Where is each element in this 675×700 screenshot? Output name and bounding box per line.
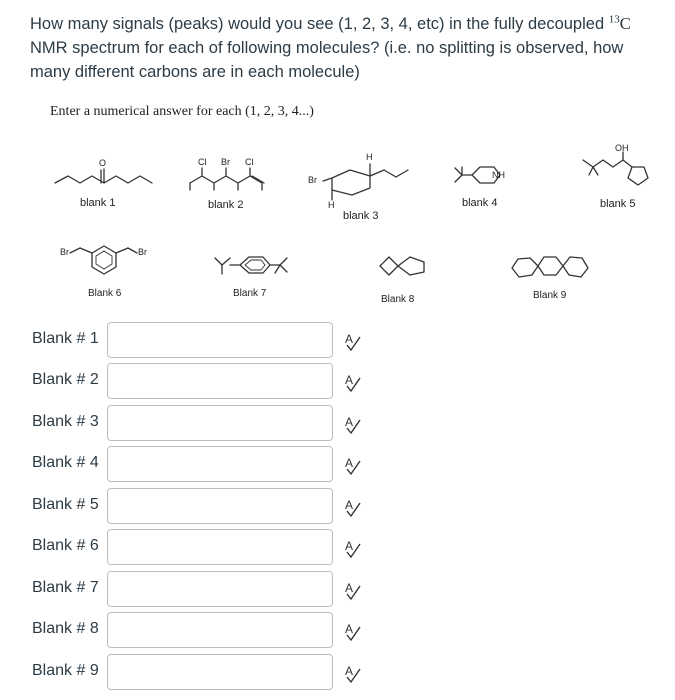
blank-input-2[interactable]: [107, 363, 333, 399]
spell-check-icon[interactable]: [344, 537, 362, 559]
svg-text:A: A: [345, 498, 354, 512]
isotope-symbol: C: [619, 14, 631, 33]
spell-check-icon[interactable]: [344, 330, 362, 352]
molecule-8-spiro: [380, 257, 424, 275]
molecule-label-7: Blank 7: [233, 288, 267, 299]
svg-text:A: A: [345, 581, 354, 595]
molecule-6-dibromo: [70, 246, 137, 274]
spell-check-icon[interactable]: [344, 413, 362, 435]
blank-row-9: [0, 654, 675, 692]
molecule-label-5: blank 5: [600, 198, 636, 210]
blank-row-2: [0, 363, 675, 401]
spell-check-icon[interactable]: [344, 496, 362, 518]
svg-text:A: A: [345, 622, 354, 636]
spell-check-icon[interactable]: [344, 371, 362, 393]
blank-input-3[interactable]: [107, 405, 333, 441]
blank-label-7: Blank # 7: [32, 579, 99, 596]
molecule-label-4: blank 4: [462, 197, 498, 209]
blank-input-8[interactable]: [107, 612, 333, 648]
atom-h-2: H: [328, 200, 335, 210]
atom-br-3: Br: [60, 247, 69, 257]
blank-label-4: Blank # 4: [32, 454, 99, 471]
molecule-label-6: Blank 6: [88, 288, 122, 299]
blank-row-8: [0, 612, 675, 650]
question-text: [30, 12, 650, 84]
question-part-1: How many signals (peaks) would you see (1, 2, 3, 4, etc) in the fully decoupled: [30, 15, 609, 33]
svg-text:A: A: [345, 456, 354, 470]
molecule-4-amine-ring: [455, 167, 500, 183]
svg-text:A: A: [345, 332, 354, 346]
atom-br-2: Br: [308, 175, 317, 185]
molecule-label-3: blank 3: [343, 210, 379, 222]
atom-cl-2: Cl: [245, 157, 254, 167]
atom-h-1: H: [366, 152, 373, 162]
blank-row-7: [0, 571, 675, 609]
blank-input-5[interactable]: [107, 488, 333, 524]
isotope-mass: 13: [608, 13, 620, 26]
spell-check-icon[interactable]: [344, 454, 362, 476]
molecule-label-1: blank 1: [80, 197, 116, 209]
question-part-2: NMR spectrum for each of following molecules? (i.e. no splitting is observed, how many different carbons are in each molecule): [30, 39, 624, 81]
spell-check-icon[interactable]: [344, 579, 362, 601]
svg-text:A: A: [345, 539, 354, 553]
blank-label-5: Blank # 5: [32, 496, 99, 513]
molecule-label-2: blank 2: [208, 199, 244, 211]
blank-input-1[interactable]: [107, 322, 333, 358]
spell-check-icon[interactable]: [344, 662, 362, 684]
blank-label-8: Blank # 8: [32, 620, 99, 637]
molecule-label-9: Blank 9: [533, 290, 567, 301]
blank-row-4: [0, 446, 675, 484]
svg-text:A: A: [345, 664, 354, 678]
blank-input-4[interactable]: [107, 446, 333, 482]
atom-br-4: Br: [138, 247, 147, 257]
molecule-7-para-benzene: [215, 257, 287, 274]
blank-row-5: [0, 488, 675, 526]
instruction-text: Enter a numerical answer for each (1, 2, 3, 4...): [50, 104, 314, 119]
molecule-5-alcohol: [583, 152, 648, 185]
blank-input-9[interactable]: [107, 654, 333, 690]
blank-input-7[interactable]: [107, 571, 333, 607]
molecule-2-halo-chain: [190, 168, 264, 190]
blank-label-1: Blank # 1: [32, 330, 99, 347]
atom-br-1: Br: [221, 157, 230, 167]
atom-oh: OH: [615, 143, 629, 153]
molecule-label-8: Blank 8: [381, 294, 415, 305]
blank-label-9: Blank # 9: [32, 662, 99, 679]
blank-label-3: Blank # 3: [32, 413, 99, 430]
atom-nh: NH: [492, 170, 505, 180]
molecule-9-tricyclic: [512, 257, 588, 277]
blank-row-1: [0, 322, 675, 360]
spell-check-icon[interactable]: [344, 620, 362, 642]
blank-label-6: Blank # 6: [32, 537, 99, 554]
molecule-3-cyclohexane: [323, 164, 408, 200]
svg-text:A: A: [345, 415, 354, 429]
blank-row-6: [0, 529, 675, 567]
oxygen-atom-1: O: [99, 158, 107, 168]
molecule-1-ketone: [55, 169, 152, 183]
blank-input-6[interactable]: [107, 529, 333, 565]
blank-row-3: [0, 405, 675, 443]
blank-label-2: Blank # 2: [32, 371, 99, 388]
svg-text:A: A: [345, 373, 354, 387]
atom-cl-1: Cl: [198, 157, 207, 167]
